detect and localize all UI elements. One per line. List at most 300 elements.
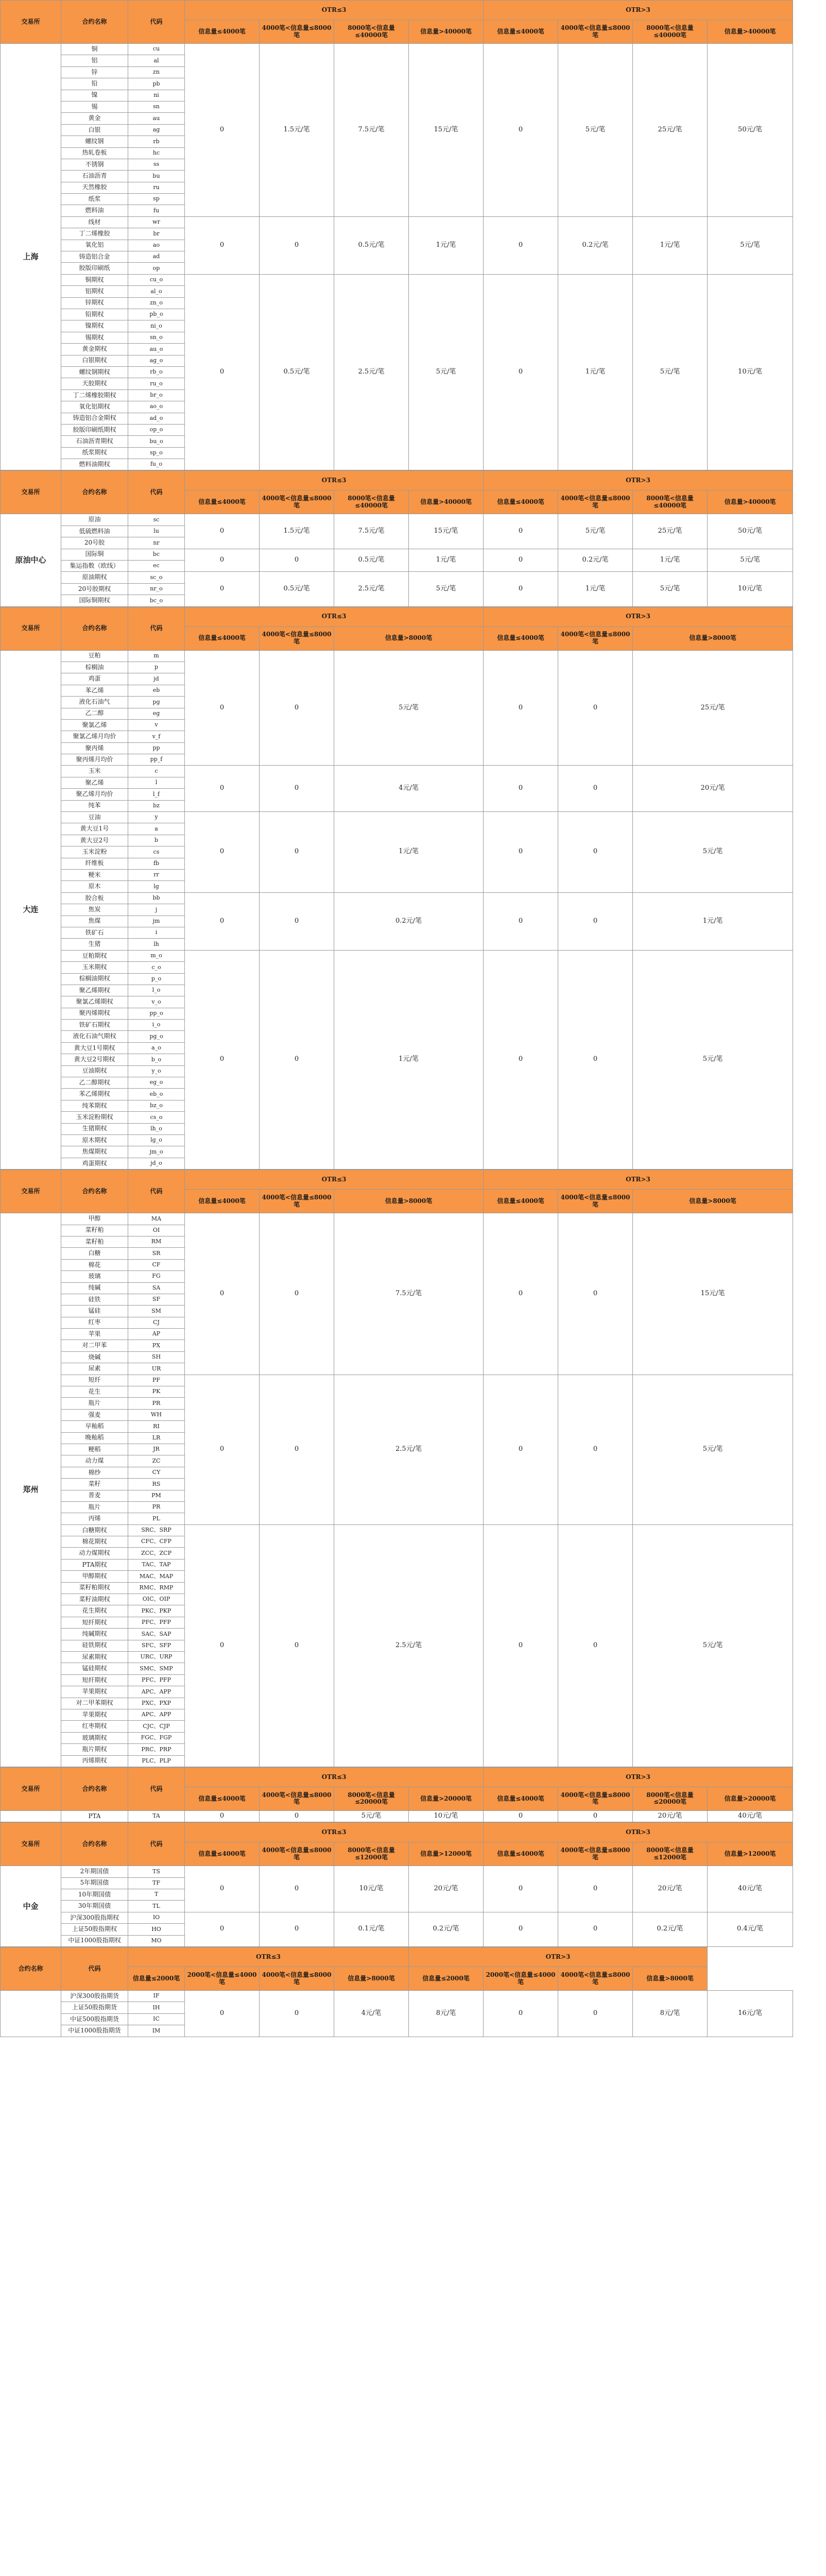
tier-header: 信息量>20000笔 xyxy=(409,1787,484,1810)
contract-code: j xyxy=(128,904,185,916)
contract-name: 对二甲苯期权 xyxy=(61,1698,128,1709)
fee-value: 0 xyxy=(558,766,633,812)
contract-name: 豆油期权 xyxy=(61,1065,128,1077)
tier-header: 4000笔<信息量≤8000笔 xyxy=(558,1787,633,1810)
contract-name: 集运指数（欧线） xyxy=(61,561,128,572)
contract-name: 热轧卷板 xyxy=(61,147,128,159)
contract-code: MAC、MAP xyxy=(128,1571,185,1582)
fee-value: 2.5元/笔 xyxy=(334,572,409,606)
tier-header: 信息量≤2000笔 xyxy=(409,1967,484,1991)
fee-value: 8元/笔 xyxy=(409,1991,484,2037)
tier-header: 4000笔<信息量≤8000笔 xyxy=(260,1787,334,1810)
contract-header: 合约名称 xyxy=(61,607,128,650)
contract-code: TF xyxy=(128,1877,185,1889)
fee-value: 0.5元/笔 xyxy=(334,549,409,572)
code-header: 代码 xyxy=(128,1767,185,1810)
contract-code: p xyxy=(128,662,185,673)
fee-value: 0 xyxy=(260,1991,334,2037)
contract-code: pp_f xyxy=(128,754,185,766)
fee-value: 0 xyxy=(185,950,260,1169)
contract-code: jd xyxy=(128,673,185,685)
contract-name: 白银 xyxy=(61,124,128,135)
exchange-name: 郑州 xyxy=(1,1213,61,1767)
tier-header: 4000笔<信息量≤8000笔 xyxy=(558,1842,633,1866)
fee-value: 0 xyxy=(484,1912,558,1946)
contract-code: RM xyxy=(128,1236,185,1247)
fee-value: 0.2元/笔 xyxy=(633,1912,708,1946)
fee-value: 5元/笔 xyxy=(633,1375,793,1524)
contract-name: 液化石油气 xyxy=(61,697,128,708)
fee-value: 0 xyxy=(185,1991,260,2037)
otr-gt3-header: OTR>3 xyxy=(484,607,793,626)
table-row xyxy=(1,892,793,904)
contract-name: 铜期权 xyxy=(61,274,128,285)
contract-code: PFC、PFP xyxy=(128,1617,185,1628)
fee-value: 0 xyxy=(558,950,633,1169)
contract-code: fu_o xyxy=(128,459,185,470)
exchange-header: 交易所 xyxy=(1,1,61,44)
fee-value: 1元/笔 xyxy=(334,950,484,1169)
contract-name: 粳稻 xyxy=(61,1444,128,1455)
contract-name: 锌 xyxy=(61,66,128,78)
contract-name: 黄大豆2号 xyxy=(61,835,128,846)
otr-gt3-header: OTR>3 xyxy=(484,471,793,490)
fee-value: 0 xyxy=(484,44,558,217)
section-table xyxy=(0,470,793,606)
fee-value: 0 xyxy=(558,650,633,766)
contract-code: m xyxy=(128,650,185,662)
contract-code: IH xyxy=(128,2002,185,2013)
contract-code: nr_o xyxy=(128,583,185,595)
contract-code: PX xyxy=(128,1340,185,1351)
contract-code: wr xyxy=(128,216,185,228)
contract-code: v xyxy=(128,719,185,731)
contract-name: 石油沥青 xyxy=(61,171,128,182)
otr-le3-header: OTR≤3 xyxy=(128,1947,409,1967)
code-header: 代码 xyxy=(61,1947,128,1991)
fee-value: 0 xyxy=(484,950,558,1169)
contract-code: pg xyxy=(128,697,185,708)
fee-value: 0 xyxy=(484,549,558,572)
otr-le3-header: OTR≤3 xyxy=(185,607,484,626)
contract-name: 上证50股指期货 xyxy=(61,2002,128,2013)
fee-value: 4元/笔 xyxy=(334,766,484,812)
contract-code: rb_o xyxy=(128,366,185,378)
tier-header: 4000笔<信息量≤8000笔 xyxy=(260,626,334,650)
fee-value: 0 xyxy=(484,1375,558,1524)
contract-name: 棉纱 xyxy=(61,1467,128,1478)
code-header: 代码 xyxy=(128,607,185,650)
contract-header: 合约名称 xyxy=(61,1170,128,1213)
exchange-name: 原油中心 xyxy=(1,514,61,606)
contract-code: JR xyxy=(128,1444,185,1455)
contract-code: pb xyxy=(128,78,185,90)
fee-value: 0.5元/笔 xyxy=(334,216,409,274)
contract-name: 玉米淀粉 xyxy=(61,846,128,858)
contract-name: 动力煤 xyxy=(61,1455,128,1467)
contract-code: PR xyxy=(128,1398,185,1409)
contract-code: y xyxy=(128,812,185,823)
otr-gt3-header: OTR>3 xyxy=(484,1823,793,1842)
contract-code: ru xyxy=(128,182,185,193)
contract-name: 甲醇 xyxy=(61,1213,128,1225)
contract-code: a xyxy=(128,823,185,835)
fee-value: 0 xyxy=(260,1213,334,1375)
contract-name: 鸡蛋 xyxy=(61,673,128,685)
contract-header: 合约名称 xyxy=(61,1823,128,1866)
contract-name: 动力煤期权 xyxy=(61,1548,128,1559)
contract-name: 螺纹钢 xyxy=(61,136,128,147)
contract-name: 铅期权 xyxy=(61,309,128,320)
tier-header: 4000笔<信息量≤8000笔 xyxy=(558,1190,633,1213)
tier-header: 信息量>40000笔 xyxy=(409,490,484,514)
fee-value: 1元/笔 xyxy=(633,549,708,572)
otr-le3-header: OTR≤3 xyxy=(185,1767,484,1787)
contract-name: 棕榈油期权 xyxy=(61,973,128,985)
section-table xyxy=(0,0,793,470)
contract-name: PTA期权 xyxy=(61,1559,128,1570)
contract-code: y_o xyxy=(128,1065,185,1077)
contract-name: 菜籽粕期权 xyxy=(61,1582,128,1594)
contract-name: 鸡蛋期权 xyxy=(61,1158,128,1169)
contract-name: 胶版印刷纸期权 xyxy=(61,424,128,435)
contract-code: b_o xyxy=(128,1054,185,1065)
fee-value: 15元/笔 xyxy=(633,1213,793,1375)
contract-name: 硅铁 xyxy=(61,1294,128,1305)
contract-name: 粳米 xyxy=(61,870,128,881)
tier-header: 信息量≤4000笔 xyxy=(185,20,260,44)
tier-header: 4000笔<信息量≤8000笔 xyxy=(260,1967,334,1991)
tier-header: 信息量≤4000笔 xyxy=(185,1787,260,1810)
fee-value: 10元/笔 xyxy=(409,1810,484,1822)
section-table xyxy=(0,1170,793,1767)
contract-code: SF xyxy=(128,1294,185,1305)
contract-name: 白银期权 xyxy=(61,355,128,366)
contract-name: 棉花 xyxy=(61,1259,128,1270)
contract-code: cs_o xyxy=(128,1112,185,1123)
contract-code: pb_o xyxy=(128,309,185,320)
contract-name: 10年期国债 xyxy=(61,1889,128,1901)
contract-name: 早籼稻 xyxy=(61,1421,128,1432)
fee-value: 0 xyxy=(260,650,334,766)
contract-name: 20号胶期权 xyxy=(61,583,128,595)
contract-code: ao xyxy=(128,240,185,251)
otr-le3-header: OTR≤3 xyxy=(185,1,484,20)
fee-value: 1.5元/笔 xyxy=(260,514,334,549)
contract-code: al xyxy=(128,55,185,66)
fee-value: 5元/笔 xyxy=(633,1524,793,1767)
contract-name: 30年期国债 xyxy=(61,1901,128,1912)
fee-value: 0 xyxy=(260,1524,334,1767)
fee-value: 0 xyxy=(558,1375,633,1524)
tier-header: 2000笔<信息量≤4000笔 xyxy=(484,1967,558,1991)
fee-value: 0 xyxy=(185,1866,260,1912)
fee-value: 0 xyxy=(484,812,558,893)
contract-code: SA xyxy=(128,1282,185,1294)
contract-name: 焦煤 xyxy=(61,916,128,927)
contract-name: 锡期权 xyxy=(61,332,128,343)
contract-code: op xyxy=(128,263,185,274)
exchange-header: 交易所 xyxy=(1,1823,61,1866)
contract-name: 苹果 xyxy=(61,1329,128,1340)
tier-header: 信息量≤4000笔 xyxy=(185,490,260,514)
contract-code: CJ xyxy=(128,1317,185,1328)
fee-value: 0.5元/笔 xyxy=(260,274,334,470)
contract-code: OIC、OIP xyxy=(128,1594,185,1605)
fee-value: 0 xyxy=(484,1991,558,2037)
tier-header: 8000笔<信息量≤40000笔 xyxy=(633,490,708,514)
contract-name: 聚丙烯期权 xyxy=(61,1008,128,1019)
contract-name: 对二甲苯 xyxy=(61,1340,128,1351)
contract-code: sn_o xyxy=(128,332,185,343)
fee-value: 5元/笔 xyxy=(633,950,793,1169)
contract-name: 镍 xyxy=(61,90,128,101)
tier-header: 8000笔<信息量≤12000笔 xyxy=(633,1842,708,1866)
contract-name: 菜籽粕 xyxy=(61,1225,128,1236)
contract-name: 氧化铝 xyxy=(61,240,128,251)
contract-code: br xyxy=(128,228,185,240)
tier-header: 信息量≤2000笔 xyxy=(128,1967,185,1991)
contract-name: 黄大豆2号期权 xyxy=(61,1054,128,1065)
contract-code: cu_o xyxy=(128,274,185,285)
contract-code: pp_o xyxy=(128,1008,185,1019)
fee-value: 40元/笔 xyxy=(708,1810,793,1822)
table-row xyxy=(1,1213,793,1225)
contract-code: jm xyxy=(128,916,185,927)
fee-value: 20元/笔 xyxy=(409,1866,484,1912)
contract-name: 棉花期权 xyxy=(61,1536,128,1548)
contract-name: 丙烯 xyxy=(61,1513,128,1524)
tier-header: 信息量>12000笔 xyxy=(409,1842,484,1866)
tier-header: 信息量≤4000笔 xyxy=(484,490,558,514)
fee-value: 50元/笔 xyxy=(708,514,793,549)
contract-name: 乙二醇 xyxy=(61,708,128,719)
tier-header: 信息量>20000笔 xyxy=(708,1787,793,1810)
contract-code: SMC、SMP xyxy=(128,1663,185,1674)
contract-name: 国际铜 xyxy=(61,549,128,560)
contract-code: TAC、TAP xyxy=(128,1559,185,1570)
contract-code: lg xyxy=(128,881,185,892)
contract-code: sp xyxy=(128,194,185,205)
fee-value: 0 xyxy=(484,1213,558,1375)
contract-code: SH xyxy=(128,1351,185,1363)
tier-header: 信息量≤4000笔 xyxy=(484,20,558,44)
fee-value: 0 xyxy=(484,1810,558,1822)
contract-code: zn_o xyxy=(128,297,185,309)
contract-name: 苹果期权 xyxy=(61,1686,128,1698)
contract-code: ec xyxy=(128,561,185,572)
table-row xyxy=(1,514,793,526)
contract-name: 烧碱 xyxy=(61,1351,128,1363)
exchange-name: 大连 xyxy=(1,650,61,1170)
otr-gt3-header: OTR>3 xyxy=(484,1,793,20)
contract-code: RS xyxy=(128,1479,185,1490)
table-row xyxy=(1,950,793,961)
contract-name: 沪深300股指期权 xyxy=(61,1912,128,1923)
contract-code: al_o xyxy=(128,286,185,297)
contract-name: 苯乙烯期权 xyxy=(61,1089,128,1100)
fee-value: 0 xyxy=(185,766,260,812)
contract-name: 上证50股指期权 xyxy=(61,1924,128,1935)
contract-name: 瓶片 xyxy=(61,1501,128,1513)
contract-name: 乙二醇期权 xyxy=(61,1077,128,1089)
contract-code: T xyxy=(128,1889,185,1901)
contract-name: 豆油 xyxy=(61,812,128,823)
tier-header: 4000笔<信息量≤8000笔 xyxy=(260,1842,334,1866)
tier-header: 信息量>8000笔 xyxy=(334,1967,409,1991)
contract-name: 菜籽油期权 xyxy=(61,1594,128,1605)
contract-code: FG xyxy=(128,1271,185,1282)
fee-value: 0 xyxy=(484,1524,558,1767)
fee-value: 0 xyxy=(185,274,260,470)
contract-name: 黄大豆1号 xyxy=(61,823,128,835)
tier-header: 信息量≤4000笔 xyxy=(484,1787,558,1810)
contract-name: 沪深300股指期货 xyxy=(61,1991,128,2002)
tier-header: 8000笔<信息量≤40000笔 xyxy=(334,20,409,44)
exchange-name: 中金 xyxy=(1,1866,61,1947)
contract-name: 花生期权 xyxy=(61,1605,128,1617)
otr-le3-header: OTR≤3 xyxy=(185,471,484,490)
fee-value: 0 xyxy=(484,572,558,606)
code-header: 代码 xyxy=(128,1,185,44)
contract-code: m_o xyxy=(128,950,185,961)
contract-code: SRC、SRP xyxy=(128,1524,185,1536)
section-table xyxy=(0,1822,793,1947)
contract-name: 聚氯乙烯月均价 xyxy=(61,731,128,742)
fee-value: 0 xyxy=(558,1912,633,1946)
fee-value: 25元/笔 xyxy=(633,514,708,549)
contract-name: PTA xyxy=(61,1810,128,1822)
contract-name: 燃料油 xyxy=(61,205,128,216)
contract-name: 黄金 xyxy=(61,113,128,124)
contract-name: 国际铜期权 xyxy=(61,595,128,606)
tier-header: 4000笔<信息量≤8000笔 xyxy=(558,20,633,44)
fee-value: 5元/笔 xyxy=(708,216,793,274)
fee-value: 0 xyxy=(185,1524,260,1767)
fee-value: 0 xyxy=(185,514,260,549)
tier-header: 信息量≤4000笔 xyxy=(185,1190,260,1213)
contract-name: 聚乙烯月均价 xyxy=(61,789,128,800)
fee-value: 1元/笔 xyxy=(633,892,793,950)
tier-header: 信息量≤4000笔 xyxy=(484,1190,558,1213)
contract-name: 石油沥青期权 xyxy=(61,436,128,447)
contract-name: 菜籽粕 xyxy=(61,1236,128,1247)
contract-name: 镍期权 xyxy=(61,320,128,332)
contract-name: 豆粕 xyxy=(61,650,128,662)
fee-value: 0 xyxy=(185,572,260,606)
contract-header: 合约名称 xyxy=(61,1767,128,1810)
contract-code: sp_o xyxy=(128,447,185,459)
contract-code: FGC、FGP xyxy=(128,1732,185,1743)
fee-value: 4元/笔 xyxy=(334,1991,409,2037)
contract-name: 瓶片期权 xyxy=(61,1744,128,1755)
contract-name: 焦煤期权 xyxy=(61,1146,128,1158)
tier-header: 4000笔<信息量≤8000笔 xyxy=(260,20,334,44)
contract-code: lh_o xyxy=(128,1123,185,1134)
fee-value: 0 xyxy=(484,514,558,549)
contract-name: 白糖期权 xyxy=(61,1524,128,1536)
tier-header: 信息量≤4000笔 xyxy=(484,1842,558,1866)
contract-code: bu_o xyxy=(128,436,185,447)
contract-name: 甲醇期权 xyxy=(61,1571,128,1582)
fee-value: 10元/笔 xyxy=(708,274,793,470)
contract-code: eb_o xyxy=(128,1089,185,1100)
contract-name: 玉米 xyxy=(61,766,128,777)
contract-name: 花生 xyxy=(61,1386,128,1398)
tier-header: 信息量>12000笔 xyxy=(708,1842,793,1866)
contract-code: UR xyxy=(128,1363,185,1375)
contract-name: 天然橡胶 xyxy=(61,182,128,193)
contract-name: 玻璃 xyxy=(61,1271,128,1282)
contract-code: PM xyxy=(128,1490,185,1501)
otr-gt3-header: OTR>3 xyxy=(484,1767,793,1787)
contract-name: 铁矿石 xyxy=(61,927,128,938)
table-row xyxy=(1,216,793,228)
fee-value: 1元/笔 xyxy=(633,216,708,274)
contract-name: 白糖 xyxy=(61,1248,128,1259)
fee-value: 0 xyxy=(484,766,558,812)
contract-code: ni_o xyxy=(128,320,185,332)
exchange-name xyxy=(1,1810,61,1822)
tier-header: 8000笔<信息量≤40000笔 xyxy=(334,490,409,514)
contract-code: bb xyxy=(128,892,185,904)
fee-value: 0 xyxy=(484,216,558,274)
contract-code: cu xyxy=(128,44,185,55)
contract-code: a_o xyxy=(128,1042,185,1054)
contract-code: ad_o xyxy=(128,413,185,424)
tier-header: 8000笔<信息量≤20000笔 xyxy=(633,1787,708,1810)
contract-name: 晚籼稻 xyxy=(61,1432,128,1444)
contract-code: br_o xyxy=(128,389,185,401)
table-row xyxy=(1,766,793,777)
otr-le3-header: OTR≤3 xyxy=(185,1170,484,1190)
contract-name: 苯乙烯 xyxy=(61,685,128,696)
tier-header: 信息量>8000笔 xyxy=(334,626,484,650)
contract-code: APC、APP xyxy=(128,1686,185,1698)
contract-name: 锰硅期权 xyxy=(61,1663,128,1674)
contract-code: zn xyxy=(128,66,185,78)
tier-header: 4000笔<信息量≤8000笔 xyxy=(558,1967,633,1991)
contract-name: 黄大豆1号期权 xyxy=(61,1042,128,1054)
fee-value: 0 xyxy=(260,766,334,812)
contract-code: ss xyxy=(128,159,185,170)
fee-value: 5元/笔 xyxy=(633,572,708,606)
table-row xyxy=(1,1912,793,1923)
contract-code: OI xyxy=(128,1225,185,1236)
table-row xyxy=(1,44,793,55)
fee-value: 0 xyxy=(185,1912,260,1946)
contract-name: 纸浆 xyxy=(61,194,128,205)
contract-code: pp xyxy=(128,742,185,754)
contract-code: c_o xyxy=(128,962,185,973)
contract-code: rb xyxy=(128,136,185,147)
contract-code: sc_o xyxy=(128,572,185,583)
contract-name: 燃料油期权 xyxy=(61,459,128,470)
contract-name: 铁矿石期权 xyxy=(61,1020,128,1031)
fee-value: 0 xyxy=(260,1866,334,1912)
fee-value: 0.2元/笔 xyxy=(334,892,484,950)
contract-name: 生猪 xyxy=(61,939,128,950)
contract-code: l_o xyxy=(128,985,185,996)
contract-code: PRC、PRP xyxy=(128,1744,185,1755)
contract-name: 短纤 xyxy=(61,1375,128,1386)
contract-name: 聚乙烯期权 xyxy=(61,985,128,996)
contract-name: 黄金期权 xyxy=(61,344,128,355)
fee-value: 7.5元/笔 xyxy=(334,514,409,549)
contract-name: 强麦 xyxy=(61,1409,128,1420)
fee-value: 5元/笔 xyxy=(708,549,793,572)
exchange-header: 交易所 xyxy=(1,1170,61,1213)
